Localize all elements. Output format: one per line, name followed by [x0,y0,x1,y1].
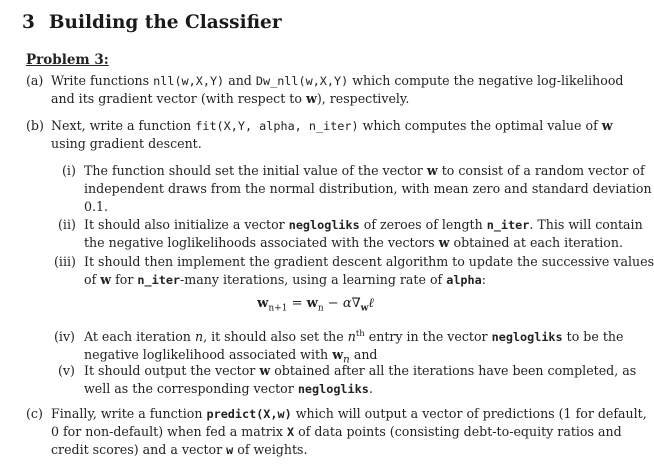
gradient-update-equation [0,295,631,314]
part-c-label: (c) [26,406,43,421]
sub-iv-text: At each iteration [84,329,191,345]
sub-iii-text: for [115,272,134,287]
part-b-text: Next, write a function [51,118,192,133]
part-a [26,72,623,108]
sub-v-text: . [368,381,373,396]
sub-v-line-2 [58,380,636,398]
part-c-line-1 [26,405,647,423]
eq-nabla-sub: w [360,303,369,314]
part-a-line-1 [26,72,623,90]
sub-iii-label: (iii) [54,254,76,269]
sub-ii-line-1 [58,216,643,234]
math-n: n [347,329,356,345]
sub-iii-text: of [84,272,97,287]
sub-ii-text: obtained at each iteration. [453,235,623,250]
sub-v [58,362,636,398]
eq-lhs-sub: n+1 [268,303,288,314]
vector-w: w [601,118,613,133]
part-c-text: of data points (consisting debt-to-equity ratios and [298,424,622,439]
sub-iv-label: (iv) [54,329,75,345]
dw-nll-code: Dw_nll(w,X,Y) [255,74,349,88]
sub-iv-text: entry in the vector [368,329,488,345]
sub-iii-text: -many iterations, using a learning rate of [180,272,443,287]
sub-iv-text: negative loglikelihood associated with [84,347,329,363]
sub-ii-text: . This will contain [529,217,643,232]
sub-iv-line-1 [54,325,623,346]
sub-iv-text: , it should also set the [203,329,344,345]
eq-equals: = [291,296,303,311]
vector-w-code: w [226,443,234,457]
sub-ii-line-2 [58,234,643,252]
neglogliks-code: neglogliks [297,382,369,396]
part-c-line-3 [26,441,647,459]
sub-iii-line-1 [54,253,654,271]
sub-i-line-1 [62,162,652,180]
sub-iii-text: : [481,272,486,287]
part-b-line-1 [26,117,613,135]
sub-iv-text: and [353,347,378,363]
part-c [26,405,647,459]
sub-ii-text: of zeroes of length [363,217,483,232]
eq-alpha: α [342,296,352,311]
part-a-text: ), respectively. [316,91,410,106]
sub-v-text: well as the corresponding vector [84,381,294,396]
n-iter-code: n_iter [137,273,181,287]
vector-w: w [438,235,450,250]
vector-w: w [305,91,317,106]
sub-ii-text: It should also initialize a vector [84,217,285,232]
part-c-text: which will output a vector of predictions (1 for default, [295,406,647,421]
part-a-line-2 [26,90,623,108]
eq-minus: − [327,296,339,311]
part-b-text: which computes the optimal value of [362,118,598,133]
sub-i [62,162,652,216]
part-a-text: Write functions [51,73,150,88]
eq-rhs-w: w [306,296,318,311]
sub-ii-text: the negative loglikelihoods associated with the vectors [84,235,435,250]
vector-w: w [332,347,344,363]
eq-ell: ℓ [368,296,374,311]
sub-iii-line-2 [54,271,654,289]
alpha-code: alpha [446,273,482,287]
sub-i-line-3: 0.1. [84,199,109,214]
vector-w: w [259,363,271,378]
part-c-text: 0 for non-default) when fed a matrix [51,424,283,439]
vector-w: w [426,163,438,178]
section-title: Building the Classifier [48,12,282,33]
part-c-text: credit scores) and a vector [51,442,223,457]
sub-iii-text: It should then implement the gradient descent algorithm to update the successive values [84,254,654,269]
matrix-x-code: X [286,425,295,439]
eq-lhs-w: w [257,296,269,311]
problem-label: Problem 3: [26,52,109,68]
sub-v-line-1 [58,362,636,380]
part-a-text: and [228,73,252,88]
part-b-line-2: using gradient descent. [51,136,202,151]
w-sub-n: n [343,353,350,366]
math-n: n [194,329,204,345]
sub-iv-text: to be the [566,329,624,345]
sub-v-label: (v) [58,363,75,378]
eq-rhs-sub: n [317,303,324,314]
part-a-text: and its gradient vector (with respect to [51,91,302,106]
eq-nabla: ∇ [351,296,361,311]
sub-i-line-2: independent draws from the normal distribution, with mean zero and standard deviation [84,181,652,196]
nll-code: nll(w,X,Y) [153,74,225,88]
sub-i-text: The function should set the initial value of the vector [84,163,423,178]
part-a-text: which compute the negative log-likelihood [352,73,624,88]
part-c-text: of weights. [237,442,308,457]
vector-w: w [100,272,112,287]
sub-i-label: (i) [62,163,76,178]
sub-ii [58,216,643,252]
neglogliks-code: neglogliks [288,218,360,232]
part-a-label: (a) [26,73,44,88]
neglogliks-code: neglogliks [491,330,563,345]
part-b [26,117,613,153]
section-number: 3 [22,12,35,33]
section-heading [22,12,282,33]
n-iter-code: n_iter [486,218,530,232]
sub-iii [54,253,654,289]
fit-code: fit(X,Y, alpha, n_iter) [195,119,359,133]
sub-v-text: It should output the vector [84,363,256,378]
part-b-label: (b) [26,118,44,133]
part-c-text: Finally, write a function [51,406,203,421]
part-c-line-2 [26,423,647,441]
predict-code: predict(X,w) [206,407,292,421]
superscript-th: th [355,329,365,339]
sub-v-text: obtained after all the iterations have been completed, as [274,363,637,378]
sub-ii-label: (ii) [58,217,76,232]
sub-i-text: to consist of a random vector of [441,163,645,178]
